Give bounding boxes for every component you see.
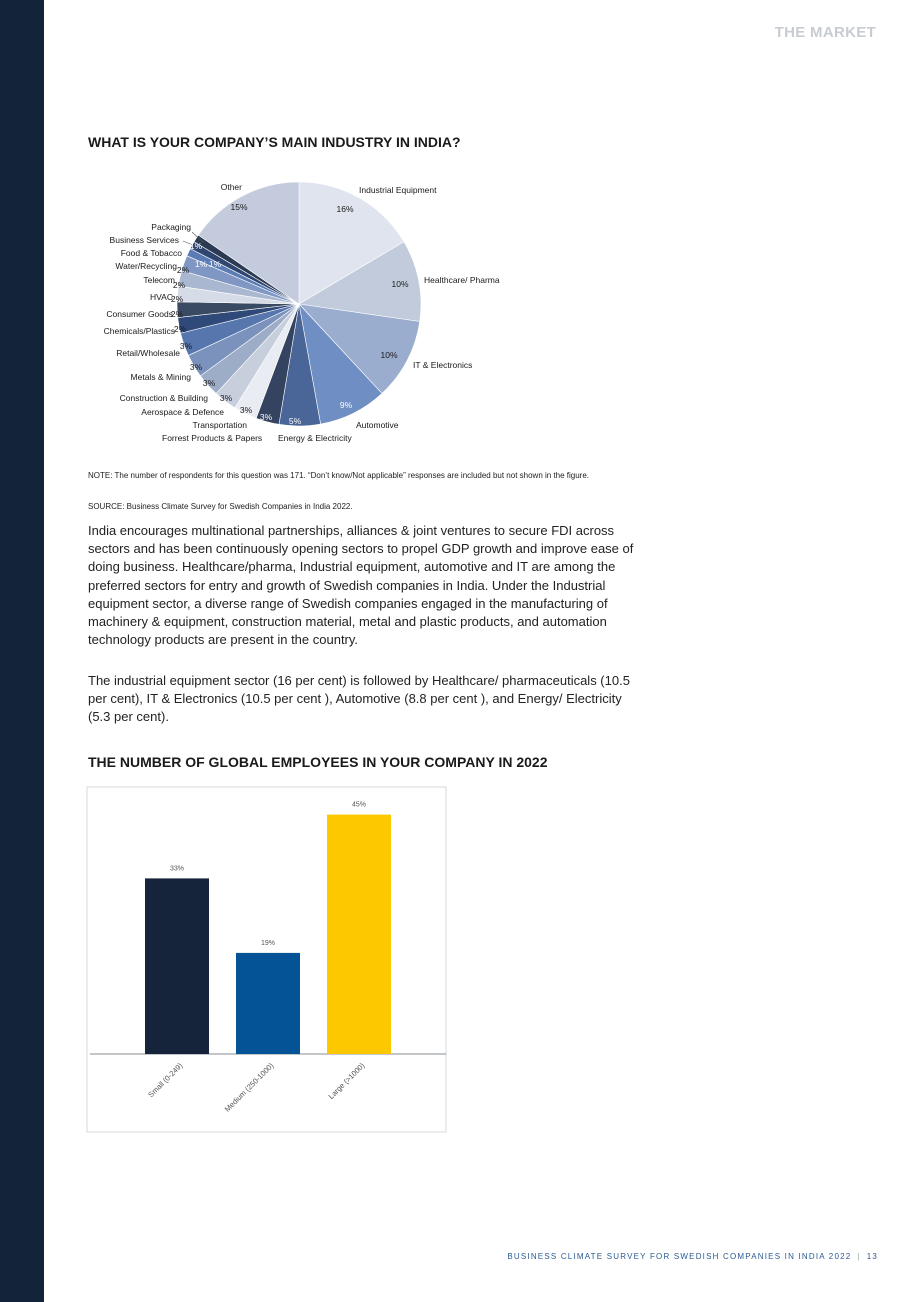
pie-label-telecom: Telecom xyxy=(143,275,175,285)
bar-chart-title: THE NUMBER OF GLOBAL EMPLOYEES IN YOUR COMPANY IN 2022 xyxy=(88,754,548,770)
pie-label-construction-building: Construction & Building xyxy=(119,393,208,403)
bar-value-label: 33% xyxy=(169,865,185,873)
pie-value-label: 10% xyxy=(391,279,409,289)
pie-label-forrest-products-papers: Forrest Products & Papers xyxy=(162,433,263,443)
pie-value-label: 9% xyxy=(339,400,353,410)
pie-value-label: 2% xyxy=(173,324,187,334)
pie-label-consumer-goods: Consumer Goods xyxy=(106,309,173,319)
bar-category-label: Small (0-249) xyxy=(146,1061,185,1100)
bar-category-label: Large (>1000) xyxy=(326,1061,367,1101)
pie-label-water-recycling: Water/Recycling xyxy=(115,261,177,271)
industry-pie-chart xyxy=(0,0,920,460)
pie-label-industrial-equipment: Industrial Equipment xyxy=(359,185,437,195)
pie-value-label: 1% xyxy=(194,259,208,269)
pie-value-label: 3% xyxy=(239,405,253,415)
pie-label-food-tobacco: Food & Tobacco xyxy=(120,248,182,258)
pie-value-label: 2% xyxy=(170,294,184,304)
pie-value-label: 2% xyxy=(176,265,190,275)
pie-label-energy-electricity: Energy & Electricity xyxy=(278,433,352,443)
pie-value-label: 5% xyxy=(288,416,302,426)
pie-label-aerospace-defence: Aerospace & Defence xyxy=(141,407,224,417)
pie-value-label: 3% xyxy=(259,412,273,422)
body-paragraph-1: India encourages multinational partnerships, alliances & joint ventures to secure FDI across sectors and has been continuously opening sectors to propel GDP growth and improve ease of doing business. Healthcare/pharma, Industrial equipment, automotive and IT are among the preferred sectors for entry and growth of Swedish companies in India. Under the Industrial equipment sector, a diverse range of Swedish companies engaged in the manufacturing of machinery & equipment, construction material, metal and plastic products, and automation technology products are present in the country. xyxy=(88,523,634,648)
bar-category-label: Medium (250-1000) xyxy=(222,1061,276,1114)
body-paragraph-2: The industrial equipment sector (16 per cent) is followed by Healthcare/ pharmaceuticals (10.5 per cent), IT & Electronics (10.5 per cent ), Automotive (8.8 per cent ), and Energy/ Electricity (5.3 per cent). xyxy=(88,673,630,725)
pie-value-label: 1% xyxy=(208,259,222,269)
page-number: 13 xyxy=(866,1252,878,1261)
bar-value-label: 19% xyxy=(260,939,276,947)
section-label: THE MARKET xyxy=(774,24,876,41)
pie-label-healthcare-pharma: Healthcare/ Pharma xyxy=(424,275,500,285)
pie-value-label: 3% xyxy=(179,341,193,351)
bar-large-1000 xyxy=(327,815,391,1054)
bar-value-label: 45% xyxy=(351,801,367,809)
pie-value-label: 3% xyxy=(202,378,216,388)
pie-value-label: 16% xyxy=(336,204,354,214)
pie-value-label: 2% xyxy=(172,280,186,290)
footer-separator: | xyxy=(857,1252,861,1261)
pie-chart-title: WHAT IS YOUR COMPANY’S MAIN INDUSTRY IN INDIA? xyxy=(88,134,461,150)
pie-value-label: 2% xyxy=(170,309,184,319)
pie-label-other: Other xyxy=(220,182,242,192)
pie-value-label: 15% xyxy=(230,202,248,212)
pie-value-label: 3% xyxy=(189,362,203,372)
pie-source: SOURCE: Business Climate Survey for Swedish Companies in India 2022. xyxy=(88,502,353,511)
pie-label-business-services: Business Services xyxy=(109,235,179,245)
pie-label-chemicals-plastics: Chemicals/Plastics xyxy=(103,326,175,336)
pie-label-automotive: Automotive xyxy=(356,420,399,430)
pie-value-label: 10% xyxy=(380,350,398,360)
pie-label-retail-wholesale: Retail/Wholesale xyxy=(116,348,180,358)
bar-medium-250-1000 xyxy=(236,953,300,1054)
pie-value-label: 3% xyxy=(219,393,233,403)
pie-label-transportation: Transportation xyxy=(192,420,247,430)
pie-label-hvac: HVAC xyxy=(150,292,173,302)
pie-label-it-electronics: IT & Electronics xyxy=(413,360,473,370)
bar-small-0-249 xyxy=(145,878,209,1054)
pie-value-label: 1% xyxy=(189,241,203,251)
pie-label-metals-mining: Metals & Mining xyxy=(130,372,191,382)
employees-bar-chart xyxy=(86,786,448,1134)
pie-label-packaging: Packaging xyxy=(151,222,191,232)
page-footer xyxy=(507,1252,878,1261)
footer-text: BUSINESS CLIMATE SURVEY FOR SWEDISH COMPANIES IN INDIA 2022 xyxy=(507,1252,852,1261)
pie-note: NOTE: The number of respondents for this question was 171. “Don’t know/Not applicable” responses are included but not shown in the figure. xyxy=(88,471,590,480)
